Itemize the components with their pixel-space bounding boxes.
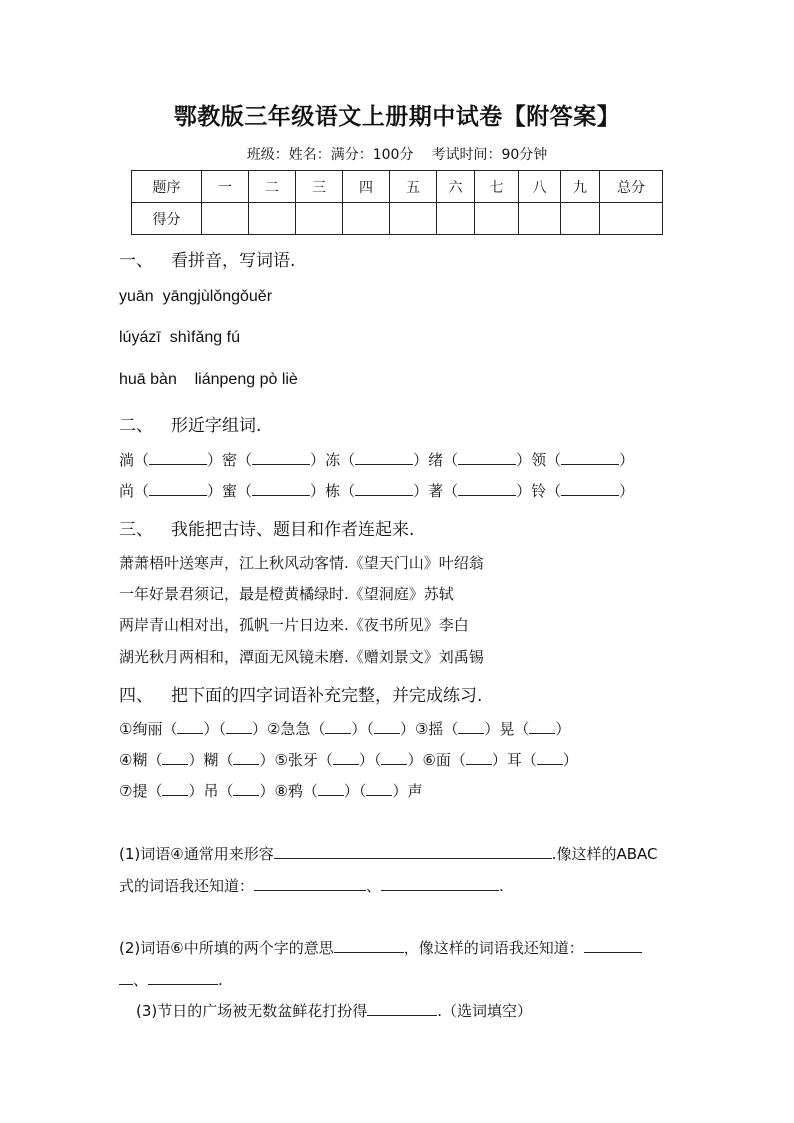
idiom-text: ）（ [351,720,374,738]
paren-close: ） [619,482,635,500]
question-text: .（选词填空） [437,1002,533,1020]
answer-blank[interactable] [537,750,563,765]
answer-blank[interactable] [458,719,484,734]
section-number: 二、 [119,416,153,436]
answer-blank[interactable] [252,481,310,496]
question-2-line-1 [119,937,642,958]
char-label: 密（ [222,451,253,469]
score-cell[interactable] [390,203,437,235]
answer-blank[interactable] [367,1001,437,1016]
score-cell[interactable] [202,203,249,235]
answer-blank[interactable] [381,876,499,891]
question-text: (1)词语④通常用来形容 [119,845,274,863]
score-header-cell: 八 [519,171,561,203]
section-number: 一、 [119,251,153,271]
idiom-text: ）②急急（ [251,720,326,738]
page-title: 鄂教版三年级语文上册期中试卷【附答案】 [173,103,621,130]
paren-close: ） [207,451,223,469]
score-table-score-row [132,203,663,235]
score-cell[interactable] [519,203,561,235]
score-cell[interactable] [296,203,343,235]
score-cell[interactable] [437,203,475,235]
score-header-cell: 七 [475,171,519,203]
section-heading-1 [119,246,295,271]
pinyin-word: shìfǎng fú [169,329,240,346]
answer-blank[interactable] [226,719,252,734]
answer-blank[interactable] [252,450,310,465]
idiom-text: ）⑤张牙（ [259,751,333,769]
paren-close: ） [516,482,532,500]
char-label: 领（ [531,451,562,469]
pinyin-row-3 [119,371,298,389]
answer-blank[interactable] [529,719,555,734]
question-text: . [499,877,504,895]
exam-info [0,144,794,164]
pinyin-word: lúyázī [119,329,161,346]
poem-line: 萧萧梧叶送寒声，江上秋风动客情.《望天门山》叶绍翁 [119,554,484,572]
paren-close: ） [619,451,635,469]
answer-blank[interactable] [325,719,351,734]
idiom-text: ）晃（ [484,720,530,738]
paren-close: ） [413,482,429,500]
section-heading-3 [119,515,414,540]
question-text: (2)词语⑥中所填的两个字的意思 [119,939,334,957]
idiom-text: ） [555,720,571,738]
paren-close: ） [310,451,326,469]
question-text: (3)节日的广场被无数盆鲜花打扮得 [136,1002,368,1020]
answer-blank[interactable] [233,781,259,796]
question-text: .像这样的ABAC [551,845,658,863]
answer-blank[interactable] [148,970,218,985]
class-name-score-label: 班级：姓名：满分：100分 [246,147,414,163]
answer-blank[interactable] [233,750,259,765]
answer-blank[interactable] [458,481,516,496]
answer-blank[interactable] [149,450,207,465]
score-cell[interactable] [600,203,663,235]
score-header-cell: 题序 [132,171,202,203]
poem-line: 两岸青山相对出，孤帆一片日边来.《夜书所见》李白 [119,616,469,634]
pinyin-row-2 [119,329,240,347]
answer-blank[interactable] [374,719,400,734]
answer-blank[interactable] [119,970,133,985]
answer-blank[interactable] [584,938,642,953]
idiom-row-2 [119,749,578,770]
section-title: 我能把古诗、题目和作者连起来. [171,520,415,540]
score-table-header-row [132,171,663,203]
paren-close: ） [413,451,429,469]
idiom-text: ⑦提（ [119,782,163,800]
section-heading-2 [119,411,261,436]
section-title: 把下面的四字词语补充完整，并完成练习. [171,686,483,706]
question-2-line-2 [119,969,223,990]
score-header-cell: 四 [343,171,390,203]
score-cell[interactable] [561,203,600,235]
score-cell[interactable] [343,203,390,235]
answer-blank[interactable] [355,481,413,496]
char-label: 尚（ [119,482,150,500]
idiom-text: ④糊（ [119,751,163,769]
answer-blank[interactable] [381,750,407,765]
answer-blank[interactable] [334,938,404,953]
answer-blank[interactable] [355,450,413,465]
poem-line: 一年好景君须记，最是橙黄橘绿时.《望洞庭》苏轼 [119,585,454,603]
score-cell[interactable] [475,203,519,235]
section-title: 看拼音，写词语. [171,251,296,271]
answer-blank[interactable] [333,750,359,765]
answer-blank[interactable] [458,450,516,465]
idiom-text: ）（ [358,751,382,769]
answer-blank[interactable] [149,481,207,496]
score-header-cell: 一 [202,171,249,203]
score-header-cell: 五 [390,171,437,203]
question-text: ，像这样的词语我还知道： [403,939,584,957]
section-number: 三、 [119,520,153,540]
score-header-cell: 九 [561,171,600,203]
pinyin-word: yāngjùlǒngǒuěr [162,288,273,305]
char-label: 冻（ [325,451,356,469]
pinyin-word: huā bàn [119,371,177,388]
char-label: 蜜（ [222,482,253,500]
score-cell[interactable] [249,203,296,235]
paren-close: ） [207,482,223,500]
poem-line: 湖光秋月两相和，潭面无风镜未磨.《赠刘景文》刘禹锡 [119,648,484,666]
idiom-text: ）（ [203,720,226,738]
score-header-cell: 总分 [600,171,663,203]
char-label: 铃（ [531,482,562,500]
idiom-row-1 [119,718,570,739]
section-heading-4 [119,681,482,706]
separator-text: 、 [366,877,382,895]
answer-blank[interactable] [162,781,188,796]
score-header-cell: 六 [437,171,475,203]
form-words-row-1 [119,449,634,470]
idiom-text: ）糊（ [188,751,234,769]
question-3 [136,1000,532,1021]
idiom-text: ）耳（ [491,751,537,769]
section-number: 四、 [119,686,153,706]
answer-blank[interactable] [466,750,492,765]
answer-blank[interactable] [318,781,344,796]
score-table [131,170,663,235]
pinyin-row-1 [119,288,272,306]
char-label: 淌（ [119,451,150,469]
question-1-line-1 [119,843,658,864]
separator-text: 、 [133,971,149,989]
idiom-text: ）⑥面（ [407,751,466,769]
idiom-text: ）声 [392,782,423,800]
pinyin-word: liánpeng pò liè [194,371,298,388]
question-text: . [218,971,223,989]
question-1-line-2 [119,875,504,896]
paren-close: ） [310,482,326,500]
idiom-row-3 [119,780,422,801]
form-words-row-2 [119,480,634,501]
answer-blank[interactable] [162,750,188,765]
answer-blank[interactable] [561,450,619,465]
pinyin-word: yuān [119,288,154,305]
answer-blank[interactable] [254,876,366,891]
score-header-cell: 二 [249,171,296,203]
answer-blank[interactable] [274,844,552,859]
idiom-text: ）（ [343,782,367,800]
idiom-text: ）吊（ [188,782,234,800]
answer-blank[interactable] [366,781,392,796]
paren-close: ） [516,451,532,469]
idiom-text: ） [562,751,578,769]
char-label: 栋（ [325,482,356,500]
score-row-label: 得分 [132,203,202,235]
score-header-cell: 三 [296,171,343,203]
char-label: 著（ [428,482,459,500]
idiom-text: ）⑧鸦（ [259,782,318,800]
answer-blank[interactable] [561,481,619,496]
char-label: 绪（ [428,451,459,469]
idiom-text: ）③摇（ [399,720,459,738]
section-title: 形近字组词. [171,416,262,436]
answer-blank[interactable] [177,719,203,734]
exam-time-label: 考试时间：90分钟 [431,147,548,163]
question-text: 式的词语我还知道： [119,877,255,895]
idiom-text: ①绚丽（ [119,720,178,738]
